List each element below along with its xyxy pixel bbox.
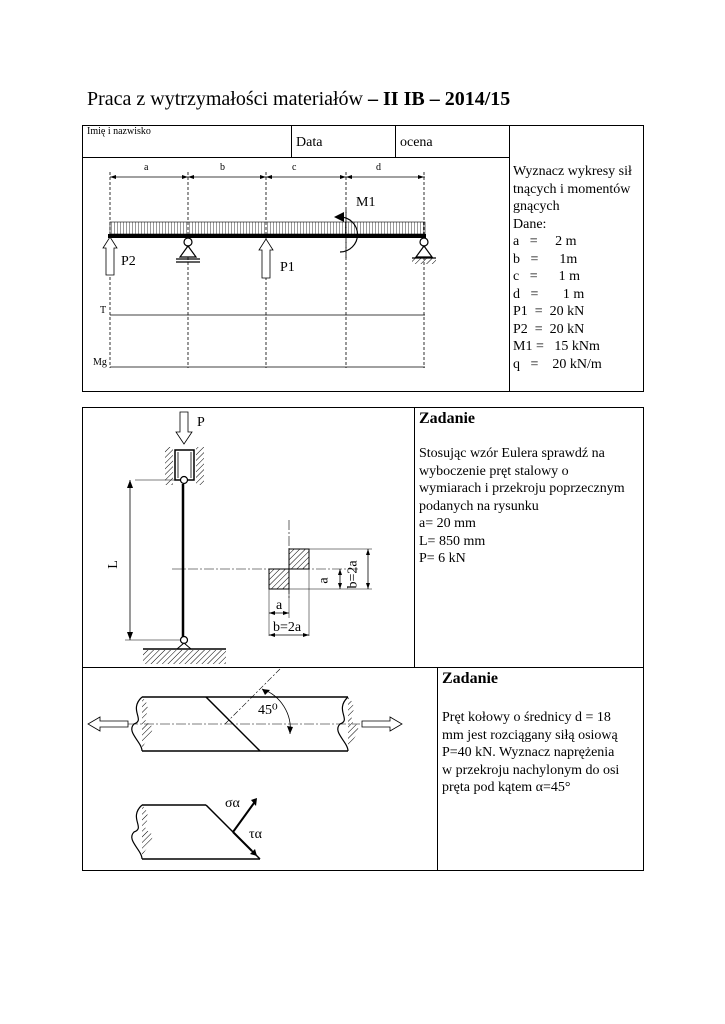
given-item: b = 1m (513, 251, 578, 267)
rod-line: P=40 kN. Wyznacz naprężenia (442, 745, 615, 760)
section-a-vert-label: a (316, 577, 332, 584)
euler-line: P= 6 kN (419, 551, 466, 566)
section-b-vert-label: b=2a (345, 560, 361, 589)
rod-line: pręta pod kątem α=45° (442, 780, 571, 795)
segment-b-label: b (220, 162, 225, 173)
rod-line: mm jest rozciągany siłą osiową (442, 727, 618, 743)
length-l-label: L (105, 560, 121, 569)
given-item: d = 1 m (513, 286, 585, 302)
euler-line: wyboczenie pręt stalowy o (419, 463, 569, 479)
section-b-label: b=2a (273, 620, 302, 635)
given-item: c = 1 m (513, 269, 580, 284)
euler-line: a= 20 mm (419, 516, 476, 531)
euler-line: wymiarach i przekroju poprzecznym (419, 481, 625, 496)
p2-label: P2 (121, 254, 136, 269)
mg-axis-label: Mg (93, 357, 107, 368)
given-item: P1 = 20 kN (513, 304, 585, 319)
page-title: Praca z wytrzymałości materiałów – II IB – 2014/15 (87, 88, 511, 110)
name-label: Imię i nazwisko (87, 126, 151, 137)
rod-heading: Zadanie (442, 670, 499, 687)
given-item: a = 2 m (513, 234, 577, 249)
rod-line: w przekroju nachylonym do osi (442, 762, 620, 778)
tau-label: τα (249, 827, 262, 842)
m1-label: M1 (356, 195, 376, 210)
t-axis-label: T (100, 305, 107, 316)
sigma-label: σα (225, 796, 240, 811)
given-item: q = 20 kN/m (513, 356, 602, 372)
section-a-label: a (276, 598, 283, 613)
given-label: Dane: (513, 216, 547, 232)
euler-heading: Zadanie (419, 410, 476, 427)
p1-label: P1 (280, 260, 295, 275)
segment-c-label: c (292, 162, 297, 173)
task-line: tnących i momentów (513, 181, 631, 197)
angle-label: 45⁰ (258, 703, 278, 718)
rod-line: Pręt kołowy o średnicy d = 18 (442, 710, 611, 725)
task-line: gnących (513, 199, 560, 214)
euler-line: podanych na rysunku (419, 498, 539, 514)
given-item: P2 = 20 kN (513, 321, 585, 337)
segment-d-label: d (376, 162, 381, 173)
given-item: M1 = 15 kNm (513, 339, 600, 354)
euler-line: Stosując wzór Eulera sprawdź na (419, 446, 605, 461)
euler-line: L= 850 mm (419, 533, 486, 549)
task-line: Wyznacz wykresy sił (513, 164, 632, 179)
date-label: Data (296, 135, 323, 150)
load-p-label: P (197, 415, 205, 430)
segment-a-label: a (144, 162, 149, 173)
grade-label: ocena (400, 135, 433, 150)
